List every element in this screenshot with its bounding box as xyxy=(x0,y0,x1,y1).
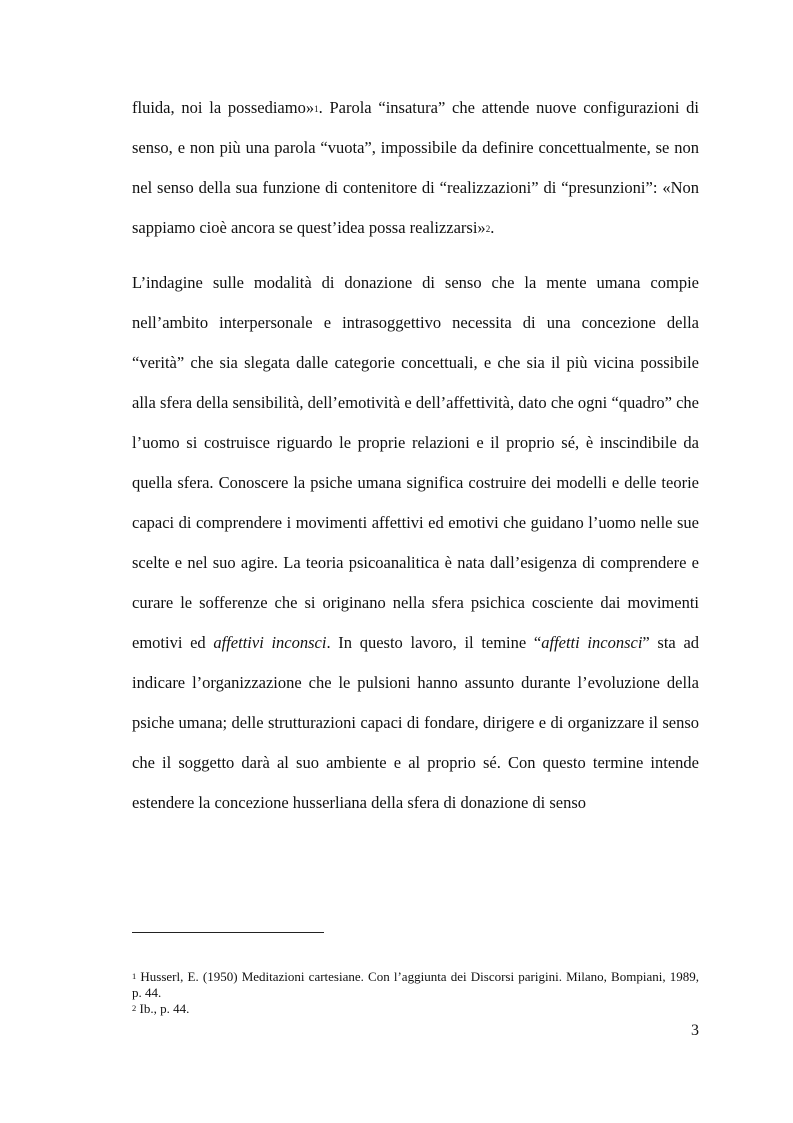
footnote-text: Ib., p. 44. xyxy=(136,1001,190,1016)
footnote-1 xyxy=(132,969,699,1001)
italic-term: affettivi inconsci xyxy=(213,633,327,652)
text-segment: ” sta ad indicare l’organizzazione che le pulsioni hanno assunto durante l’evoluzione della psiche umana; delle strutturazioni capaci di fondare, dirigere e di organizzare il senso che il soggetto darà al suo ambiente e al proprio sé. Con questo termine intende estendere la concezione husserliana della sfera di donazione di senso xyxy=(132,633,700,812)
footnote-marker: 2 xyxy=(132,1003,137,1013)
footnote-ref-2[interactable]: 2 xyxy=(485,224,491,234)
text-segment: . In questo lavoro, il temine “ xyxy=(326,633,542,652)
italic-term: affetti inconsci xyxy=(541,633,643,652)
paragraph-1 xyxy=(132,88,699,248)
page-number: 3 xyxy=(691,1022,699,1039)
footnote-text: Husserl, E. (1950) Meditazioni cartesiane. Con l’aggiunta dei Discorsi parigini. Milano, Bompiani, 1989, p. 44. xyxy=(132,969,699,1000)
footnote-separator xyxy=(132,932,324,933)
text-segment: L’indagine sulle modalità di donazione di senso che la mente umana compie nell’ambito interpersonale e intrasoggettivo necessita di una concezione della “verità” che sia slegata dalle categorie concettuali, e che sia il più vicina possibile alla sfera della sensibilità, dell’emotività e dell’affettività, dato che ogni “quadro” che l’uomo si costruisce riguardo le proprie relazioni e il proprio sé, è inscindibile da quella sfera. Conoscere la psiche umana significa costruire dei modelli e delle teorie capaci di comprendere i movimenti affettivi ed emotivi che guidano l’uomo nelle sue scelte e nel suo agire. La teoria psicoanalitica è nata dall’esigenza di comprendere e curare le sofferenze che si originano nella sfera psichica cosciente dai movimenti emotivi ed xyxy=(132,273,699,652)
text-segment: . Parola “insatura” che attende nuove configurazioni di senso, e non più una parola “vuota”, impossibile da definire concettualmente, se non nel senso della sua funzione di contenitore di “realizzazioni” di “presunzioni”: «Non sappiamo cioè ancora se quest’idea possa realizzarsi» xyxy=(132,98,700,237)
footnote-ref-1[interactable]: 1 xyxy=(314,104,319,114)
footnote-2 xyxy=(132,1001,699,1017)
body-text xyxy=(132,88,699,823)
text-segment: fluida, noi la possediamo» xyxy=(132,98,315,117)
paragraph-2 xyxy=(132,263,699,823)
text-segment: . xyxy=(490,218,495,237)
footnotes xyxy=(132,969,699,1017)
footnote-marker: 1 xyxy=(132,971,137,981)
